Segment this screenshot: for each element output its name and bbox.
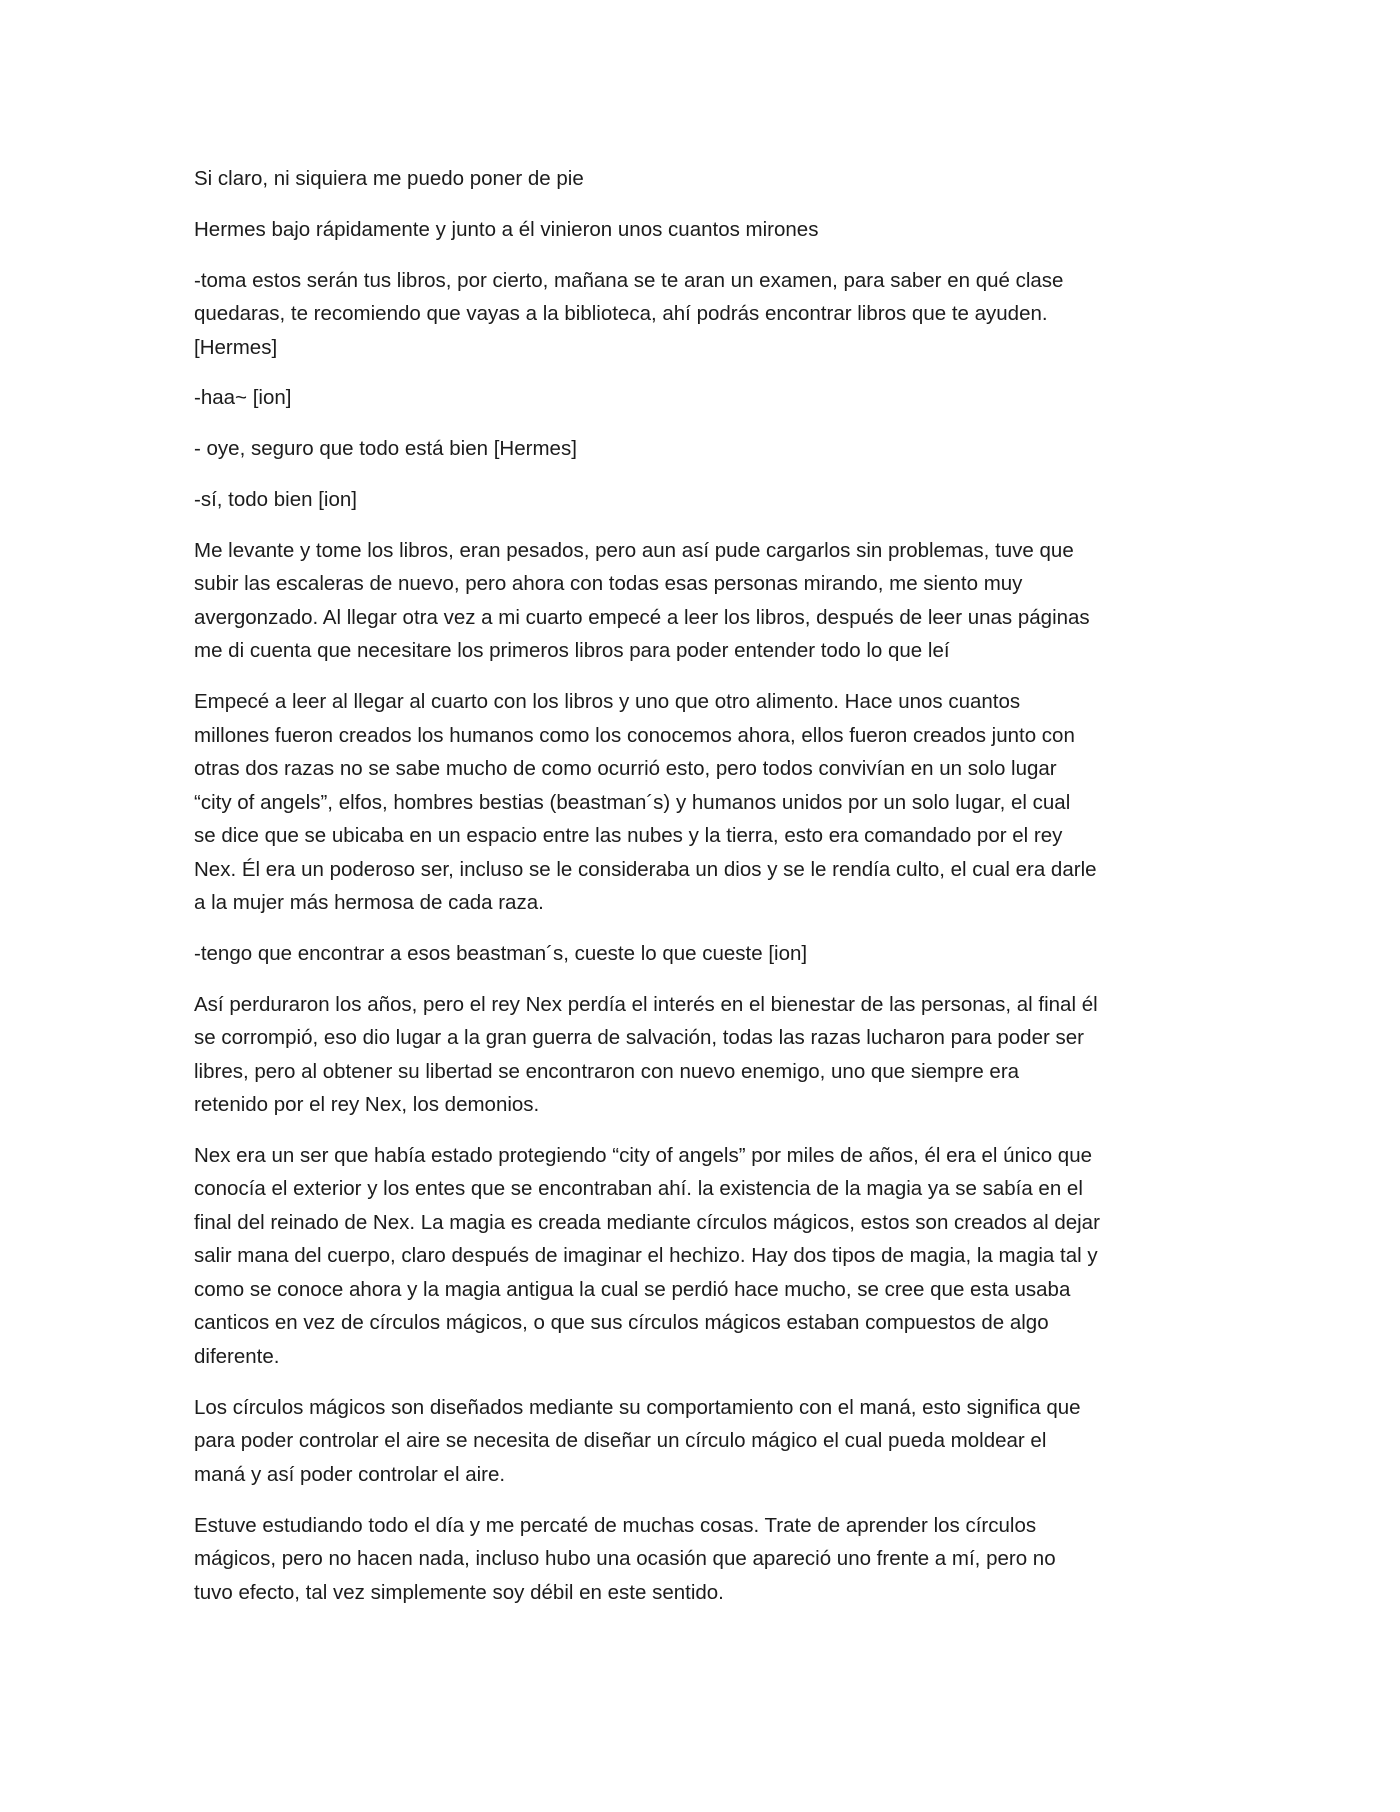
paragraph xyxy=(194,483,1210,517)
paragraph xyxy=(194,685,1210,920)
paragraph xyxy=(194,937,1210,971)
text-line: para poder controlar el aire se necesita de diseñar un círculo mágico el cual pueda moldear el xyxy=(194,1429,1047,1453)
text-line: millones fueron creados los humanos como los conocemos ahora, ellos fueron creados junto con xyxy=(194,723,1075,747)
text-line: maná y así poder controlar el aire. xyxy=(194,1462,506,1486)
text-line: avergonzado. Al llegar otra vez a mi cuarto empecé a leer los libros, después de leer unas páginas xyxy=(194,605,1090,629)
text-line: Si claro, ni siquiera me puedo poner de pie xyxy=(194,167,584,190)
paragraph xyxy=(194,1391,1210,1492)
text-line: a la mujer más hermosa de cada raza. xyxy=(194,891,544,915)
text-line: Nex. Él era un poderoso ser, incluso se le consideraba un dios y se le rendía culto, el cual era darle xyxy=(194,857,1097,881)
text-line: Estuve estudiando todo el día y me percaté de muchas cosas. Trate de aprender los círculos xyxy=(194,1513,1037,1537)
paragraph xyxy=(194,1509,1210,1610)
text-line: “city of angels”, elfos, hombres bestias (beastman´s) y humanos unidos por un solo lugar, el cual xyxy=(194,790,1071,814)
text-line: -haa~ [ion] xyxy=(194,386,292,410)
text-line: conocía el exterior y los entes que se encontraban ahí. la existencia de la magia ya se sabía en el xyxy=(194,1177,1083,1201)
text-line: Me levante y tome los libros, eran pesados, pero aun así pude cargarlos sin problemas, tuve que xyxy=(194,538,1074,562)
text-line: Nex era un ser que había estado protegiendo “city of angels” por miles de años, él era el único que xyxy=(194,1143,1092,1167)
text-line: -tengo que encontrar a esos beastman´s, cueste lo que cueste [ion] xyxy=(194,941,808,965)
text-line: final del reinado de Nex. La magia es creada mediante círculos mágicos, estos son creados al dejar xyxy=(194,1210,1100,1234)
paragraph xyxy=(194,534,1210,668)
text-line: tuvo efecto, tal vez simplemente soy débil en este sentido. xyxy=(194,1580,724,1604)
text-line: me di cuenta que necesitare los primeros libros para poder entender todo lo que leí xyxy=(194,639,950,663)
text-line: mágicos, pero no hacen nada, incluso hubo una ocasión que apareció uno frente a mí, pero no xyxy=(194,1547,1056,1571)
text-line: retenido por el rey Nex, los demonios. xyxy=(194,1093,540,1117)
text-line: [Hermes] xyxy=(194,335,278,359)
paragraph xyxy=(194,162,1210,196)
text-line: canticos en vez de círculos mágicos, o que sus círculos mágicos estaban compuestos de algo xyxy=(194,1311,1049,1335)
text-line: libres, pero al obtener su libertad se encontraron con nuevo enemigo, uno que siempre era xyxy=(194,1059,1020,1083)
text-line: subir las escaleras de nuevo, pero ahora con todas esas personas mirando, me siento muy xyxy=(194,572,1023,596)
paragraph xyxy=(194,988,1210,1122)
text-line: Así perduraron los años, pero el rey Nex perdía el interés en el bienestar de las personas, al final él xyxy=(194,992,1098,1016)
text-line: diferente. xyxy=(194,1344,280,1368)
text-line: salir mana del cuerpo, claro después de imaginar el hechizo. Hay dos tipos de magia, la magia tal y xyxy=(194,1244,1098,1268)
text-line: se corrompió, eso dio lugar a la gran guerra de salvación, todas las razas lucharon para poder ser xyxy=(194,1026,1084,1050)
text-line: Empecé a leer al llegar al cuarto con los libros y uno que otro alimento. Hace unos cuantos xyxy=(194,690,1021,714)
paragraph xyxy=(194,432,1210,466)
text-line: como se conoce ahora y la magia antigua la cual se perdió hace mucho, se cree que esta usaba xyxy=(194,1277,1071,1301)
paragraph xyxy=(194,213,1210,247)
text-line: - oye, seguro que todo está bien [Hermes] xyxy=(194,437,577,461)
paragraph xyxy=(194,381,1210,415)
text-line: -sí, todo bien [ion] xyxy=(194,487,357,511)
text-line: quedaras, te recomiendo que vayas a la biblioteca, ahí podrás encontrar libros que te ayuden. xyxy=(194,302,1048,326)
text-line: Los círculos mágicos son diseñados mediante su comportamiento con el maná, esto significa que xyxy=(194,1395,1081,1419)
paragraph xyxy=(194,1139,1210,1374)
text-line: -toma estos serán tus libros, por cierto, mañana se te aran un examen, para saber en qué clase xyxy=(194,268,1064,292)
document-body xyxy=(194,162,1210,1609)
text-line: Hermes bajo rápidamente y junto a él vinieron unos cuantos mirones xyxy=(194,217,819,241)
text-line: se dice que se ubicaba en un espacio entre las nubes y la tierra, esto era comandado por el rey xyxy=(194,824,1063,848)
paragraph xyxy=(194,264,1210,365)
text-line: otras dos razas no se sabe mucho de como ocurrió esto, pero todos convivían en un solo lugar xyxy=(194,757,1057,781)
